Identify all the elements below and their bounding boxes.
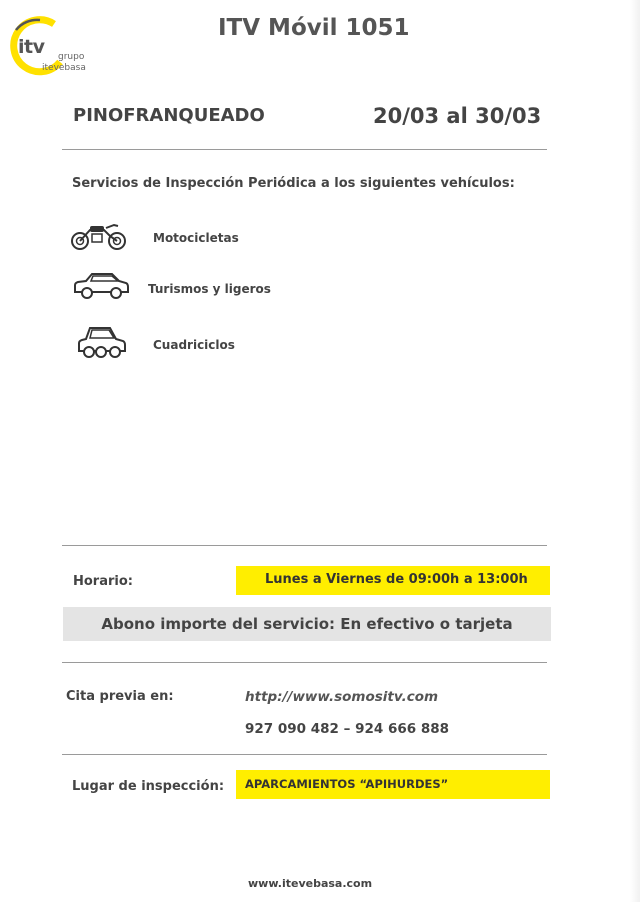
page-title: ITV Móvil 1051 bbox=[218, 15, 410, 41]
divider bbox=[62, 662, 547, 663]
appointment-url-link[interactable]: http://www.somositv.com bbox=[245, 689, 439, 705]
quadricycle-icon bbox=[76, 325, 128, 361]
services-intro: Servicios de Inspección Periódica a los siguientes vehículos: bbox=[72, 176, 515, 191]
car-icon bbox=[72, 270, 130, 302]
appointment-phones: 927 090 482 – 924 666 888 bbox=[245, 721, 450, 737]
date-range: 20/03 al 30/03 bbox=[373, 104, 542, 128]
divider bbox=[62, 754, 547, 755]
schedule-highlight bbox=[236, 566, 550, 595]
logo-word: itv bbox=[18, 36, 45, 58]
schedule-value: Lunes a Viernes de 09:00h a 13:00h bbox=[265, 572, 528, 587]
divider bbox=[62, 149, 547, 150]
payment-text: Abono importe del servicio: En efectivo o tarjeta bbox=[101, 615, 513, 633]
footer-website-link[interactable]: www.itevebasa.com bbox=[248, 877, 373, 890]
motorcycle-icon bbox=[70, 220, 128, 252]
page-edge-shadow bbox=[630, 0, 640, 902]
inspection-place-highlight bbox=[236, 770, 550, 799]
appointment-label: Cita previa en: bbox=[66, 689, 174, 704]
payment-bar bbox=[63, 607, 551, 641]
itv-logo bbox=[6, 16, 106, 78]
inspection-place-label: Lugar de inspección: bbox=[72, 779, 225, 794]
logo-subtitle-2: itevebasa bbox=[42, 63, 86, 73]
inspection-place-value: APARCAMIENTOS “APIHURDES” bbox=[245, 777, 449, 791]
schedule-label: Horario: bbox=[73, 574, 133, 589]
vehicle-label-quadricycles: Cuadriciclos bbox=[153, 338, 235, 352]
divider bbox=[62, 545, 547, 546]
vehicle-label-motorcycles: Motocicletas bbox=[153, 231, 239, 245]
logo-subtitle-1: grupo bbox=[58, 52, 85, 62]
vehicle-label-cars: Turismos y ligeros bbox=[148, 282, 271, 296]
location-name: PINOFRANQUEADO bbox=[73, 105, 265, 126]
